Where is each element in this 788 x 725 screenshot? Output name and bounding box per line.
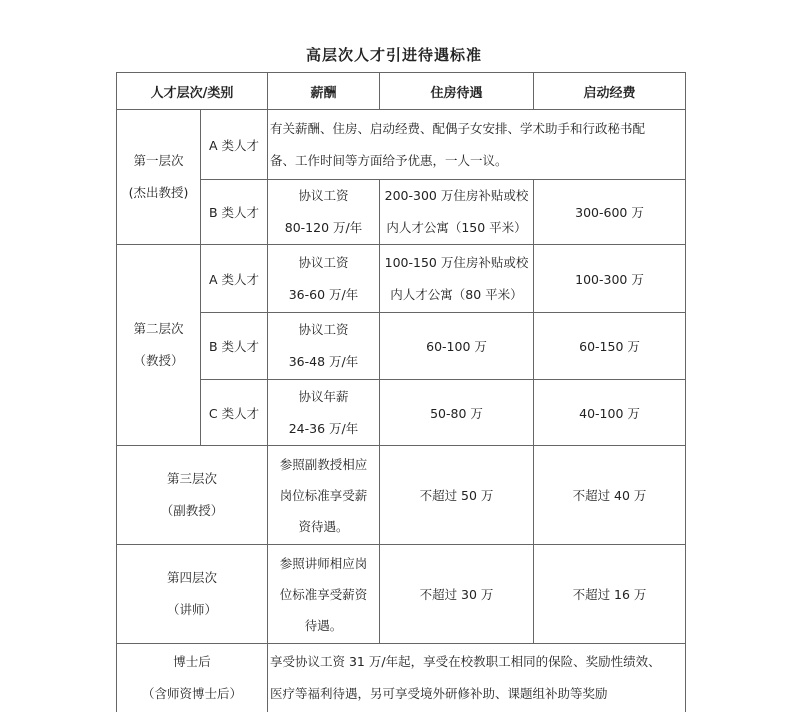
- tier2-b-category: B 类人才: [201, 313, 268, 380]
- tier1-label: 第一层次 (杰出教授): [117, 110, 201, 245]
- table-row: [117, 245, 686, 313]
- header-housing: 住房待遇: [380, 73, 534, 110]
- tier1-b-category: B 类人才: [201, 180, 268, 245]
- header-row: [117, 73, 686, 110]
- header-level: 人才层次/类别: [117, 73, 268, 110]
- tier2-a-category: A 类人才: [201, 245, 268, 313]
- tier2-label: 第二层次 （教授）: [117, 245, 201, 446]
- tier4-startup: 不超过 16 万: [534, 545, 686, 644]
- tier1-b-startup: 300-600 万: [534, 180, 686, 245]
- tier2-a-salary: 协议工资 36-60 万/年: [268, 245, 380, 313]
- postdoc-description: 享受协议工资 31 万/年起，享受在校教职工相同的保险、奖励性绩效、 医疗等福利待遇，另可享受境外研修补助、课题组补助等奖励: [268, 644, 686, 712]
- talent-standards-table: [116, 72, 686, 712]
- tier2-b-salary: 协议工资 36-48 万/年: [268, 313, 380, 380]
- table-row: [117, 644, 686, 712]
- table-row: [117, 446, 686, 545]
- tier2-b-housing: 60-100 万: [380, 313, 534, 380]
- tier3-housing: 不超过 50 万: [380, 446, 534, 545]
- tier3-salary: 参照副教授相应 岗位标准享受薪 资待遇。: [268, 446, 380, 545]
- tier4-salary: 参照讲师相应岗 位标准享受薪资 待遇。: [268, 545, 380, 644]
- tier4-label: 第四层次 （讲师）: [117, 545, 268, 644]
- table-row: [117, 110, 686, 180]
- page-title: 高层次人才引进待遇标准: [305, 46, 482, 64]
- header-salary: 薪酬: [268, 73, 380, 110]
- tier1-b-salary: 协议工资 80-120 万/年: [268, 180, 380, 245]
- header-startup: 启动经费: [534, 73, 686, 110]
- table-row: [117, 545, 686, 644]
- tier3-startup: 不超过 40 万: [534, 446, 686, 545]
- tier1-a-description: 有关薪酬、住房、启动经费、配偶子女安排、学术助手和行政秘书配 备、工作时间等方面给予优惠，一人一议。: [268, 110, 686, 180]
- tier2-a-housing: 100-150 万住房补贴或校 内人才公寓（80 平米）: [380, 245, 534, 313]
- table-row: [117, 313, 686, 380]
- table-row: [117, 380, 686, 446]
- tier3-label: 第三层次 （副教授）: [117, 446, 268, 545]
- table-row: [117, 180, 686, 245]
- postdoc-label: 博士后 （含师资博士后）: [117, 644, 268, 712]
- tier2-c-startup: 40-100 万: [534, 380, 686, 446]
- tier2-c-category: C 类人才: [201, 380, 268, 446]
- tier1-a-category: A 类人才: [201, 110, 268, 180]
- tier2-c-housing: 50-80 万: [380, 380, 534, 446]
- tier2-a-startup: 100-300 万: [534, 245, 686, 313]
- tier2-b-startup: 60-150 万: [534, 313, 686, 380]
- tier2-c-salary: 协议年薪 24-36 万/年: [268, 380, 380, 446]
- tier1-b-housing: 200-300 万住房补贴或校 内人才公寓（150 平米）: [380, 180, 534, 245]
- tier4-housing: 不超过 30 万: [380, 545, 534, 644]
